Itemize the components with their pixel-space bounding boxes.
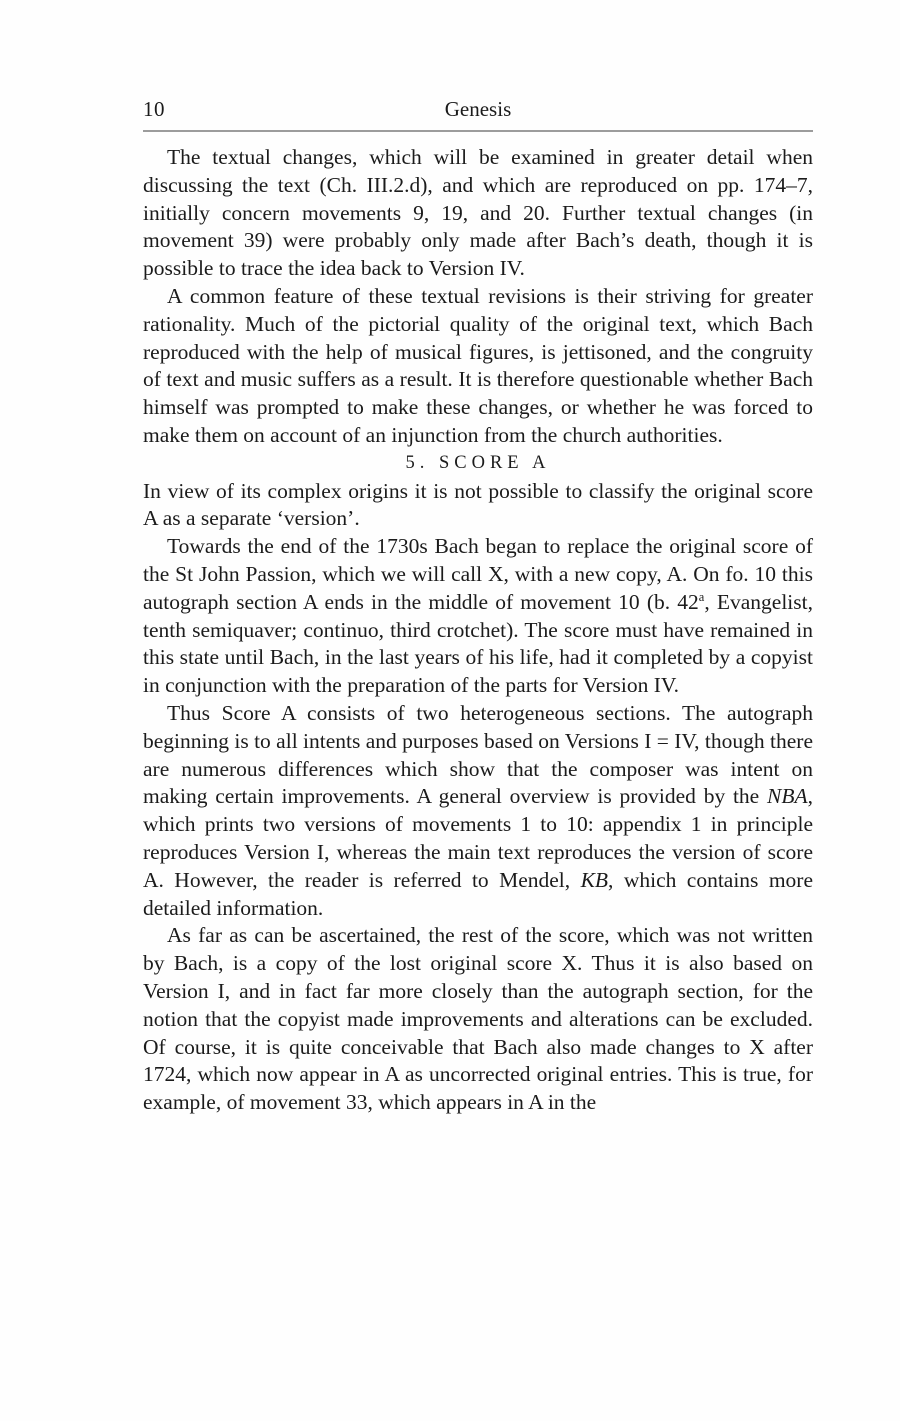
paragraph: In view of its complex origins it is not possible to classify the original score A as a separate ‘version’. <box>143 478 813 531</box>
page-number: 10 <box>143 97 165 121</box>
paragraph: The textual changes, which will be examined in greater detail when discussing the text (Ch. III.2.d), and which are reproduced on pp. 174–7, initially concern movements 9, 19, and 20. Further textual changes (in movement 39) were probably only made after Bach’s death, though it is possible to trace the idea back to Version IV. <box>143 145 813 281</box>
text-block <box>143 96 813 1117</box>
paragraph: A common feature of these textual revisions is their striving for greater rationality. Much of the pictorial quality of the original text, which Bach reproduced with the help of musical figures, is jettisoned, and the congruity of text and music suffers as a result. It is therefore questionable whether Bach himself was prompted to make these changes, or whether he was forced to make them on account of an injunction from the church authorities. <box>143 283 813 447</box>
paragraph: Towards the end of the 1730s Bach began to replace the original score of the St John Passion, which we will call X, with a new copy, A. On fo. 10 this autograph section A ends in the middle of movement 10 (b. 42$^a$, Evangelist, tenth semiquaver; continuo, third crotchet). The score must have remained in this state until Bach, in the last years of his life, had it completed by a copyist in conjunction with the preparation of the parts for Version IV. <box>143 534 813 698</box>
body-text <box>143 144 813 1117</box>
running-header <box>143 96 813 122</box>
section-heading: 5. SCORE A <box>405 452 551 473</box>
paragraph: Thus Score A consists of two heterogeneous sections. The autograph beginning is to all intents and purposes based on Versions I = IV, though there are numerous differences which show that the composer was intent on making certain improvements. A general overview is provided by the NBA, which prints two versions of movements 1 to 10: appendix 1 in principle reproduces Version I, whereas the main text reproduces the version of score A. However, the reader is referred to Mendel, KB, which contains more detailed information. <box>143 700 814 920</box>
header-rule <box>143 130 813 132</box>
running-head-title: Genesis <box>444 97 512 121</box>
paragraph: As far as can be ascertained, the rest of the score, which was not written by Bach, is a copy of the lost original score X. Thus it is also based on Version I, and in fact far more closely than the autograph section, for the notion that the copyist made improvements and alterations can be excluded. Of course, it is quite conceivable that Bach also made changes to X after 1724, which now appear in A as uncorrected original entries. This is true, for example, of movement 33, which appears in A in the <box>143 923 813 1115</box>
